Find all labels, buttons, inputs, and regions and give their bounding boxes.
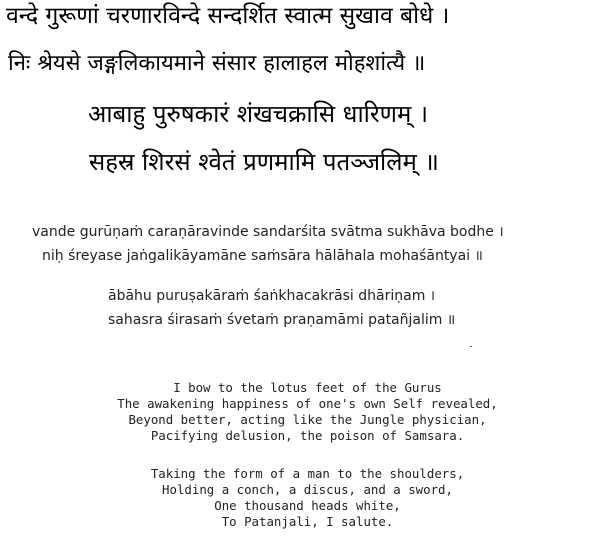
sanskrit-line: सहस्र शिरसं श्वेतं प्रणमामि पतञ्जलिम् ॥ <box>89 148 439 176</box>
translation-stanza <box>0 466 615 530</box>
translation-line: The awakening happiness of one's own Self revealed, <box>117 396 498 411</box>
translation-line: I bow to the lotus feet of the Gurus <box>173 380 442 395</box>
translation-line: To Patanjali, I salute. <box>221 514 394 529</box>
translation-stanza <box>0 380 615 444</box>
sanskrit-line: आबाहु पुरुषकारं शंखचक्रासि धारिणम् । <box>88 100 429 128</box>
translation-line: One thousand heads white, <box>214 498 401 513</box>
sanskrit-line: वन्दे गुरूणां चरणारविन्दे सन्दर्शित स्वात्म सुखाव बोधे । <box>6 3 450 29</box>
transliteration-line: niḥ śreyase jaṅgalikāyamāne saṁsāra hālāhala mohaśāntyai ॥ <box>42 248 483 264</box>
stray-mark <box>470 346 472 347</box>
transliteration-line: vande gurūṇaṁ caraṇāravinde sandarśita svātma sukhāva bodhe । <box>32 224 504 240</box>
translation-line: Beyond better, acting like the Jungle physician, <box>128 412 487 427</box>
translation-line: Holding a conch, a discus, and a sword, <box>162 482 453 497</box>
sanskrit-line: निः श्रेयसे जङ्गलिकायमाने संसार हालाहल मोहशांत्यै ॥ <box>8 51 426 76</box>
translation-line: Pacifying delusion, the poison of Samsara. <box>150 428 465 443</box>
transliteration-line: sahasra śirasaṁ śvetaṁ praṇamāmi patañjalim ॥ <box>108 312 456 328</box>
translation-line: Taking the form of a man to the shoulders, <box>150 466 465 481</box>
transliteration-line: ābāhu puruṣakāraṁ śaṅkhacakrāsi dhāriṇam । <box>108 288 436 304</box>
